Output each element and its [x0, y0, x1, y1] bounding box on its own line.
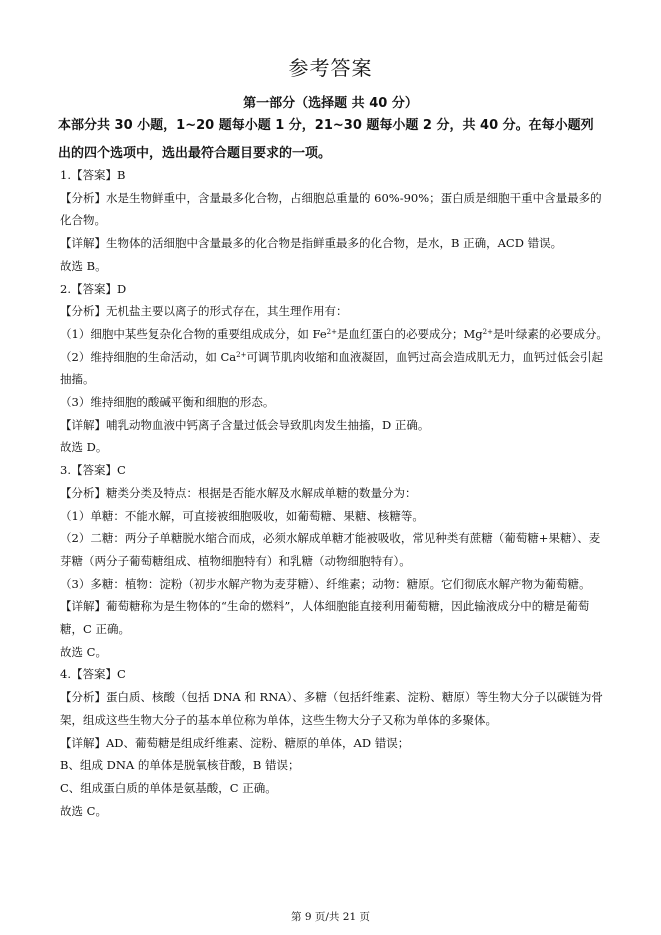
q4-detail: 【详解】AD、葡萄糖是组成纤维素、淀粉、糖原的单体，AD 错误； [60, 735, 410, 750]
q4-analysis: 【分析】蛋白质、核酸（包括 DNA 和 RNA）、多糖（包括纤维素、淀粉、糖原）等生物大分子以碳链为骨架，组成这些生物大分子的基本单位称为单体，这些生物大分子又称为单体的多聚体。 [60, 690, 603, 727]
q4-option-c: C、组成蛋白质的单体是氨基酸，C 正确。 [60, 780, 277, 795]
page-title: 参考答案 [288, 56, 373, 80]
q2-conclusion: 故选 D。 [60, 440, 108, 455]
q2-point-1-text-b: 是血红蛋白的必要成分；Mg [336, 326, 483, 341]
fe-ion-charge: 2+ [326, 327, 337, 336]
section-heading: 第一部分（选择题 共 40 分） [243, 96, 418, 111]
q4-conclusion: 故选 C。 [60, 803, 107, 818]
q2-detail: 【详解】哺乳动物血液中钙离子含量过低会导致肌肉发生抽搐，D 正确。 [60, 417, 430, 432]
q3-point-3: （3）多糖：植物：淀粉（初步水解产物为麦芽糖）、纤维素；动物：糖原。它们彻底水解产物为葡萄糖。 [60, 576, 591, 591]
q2-point-1-text-a: （1）细胞中某些复杂化合物的重要组成成分，如 Fe [60, 326, 327, 341]
q1-analysis: 【分析】水是生物鲜重中，含量最多化合物，占细胞总重量的 60%-90%；蛋白质是细胞干重中含量最多的化合物。 [60, 190, 602, 228]
q1-detail: 【详解】生物体的活细胞中含量最多的化合物是指鲜重最多的化合物，是水，B 正确，ACD 错误。 [60, 236, 563, 251]
q1-conclusion: 故选 B。 [60, 258, 107, 273]
q2-point-2-text-b: 可调节肌肉收缩和血液凝固，血钙过高会造成肌无力，血钙过低会引起抽搐。 [60, 349, 603, 387]
q3-conclusion: 故选 C。 [60, 644, 107, 659]
q1-answer: 1.【答案】B [60, 168, 126, 182]
q3-analysis: 【分析】糖类分类及特点：根据是否能水解及水解成单糖的数量分为： [60, 485, 417, 500]
q3-answer: 3.【答案】C [60, 463, 126, 478]
q4-answer: 4.【答案】C [60, 667, 126, 682]
q2-point-2-text-a: （2）维持细胞的生命活动，如 Ca [60, 349, 237, 364]
q2-point-2 [60, 346, 608, 391]
page-number: 第 9 页/共 21 页 [291, 911, 370, 923]
mg-ion-charge: 2+ [482, 327, 493, 336]
ca-ion-charge: 2+ [236, 350, 247, 359]
q2-answer: 2.【答案】D [60, 281, 127, 296]
q2-point-1-text-c: 是叶绿素的必要成分。 [492, 326, 608, 341]
q3-detail: 【详解】葡萄糖称为是生物体的“生命的燃料”，人体细胞能直接利用葡萄糖，因此输液成分中的糖是葡萄糖，C 正确。 [60, 599, 590, 637]
answer-content [60, 164, 608, 822]
q3-point-2: （2）二糖：两分子单糖脱水缩合而成，必须水解成单糖才能被吸收，常见种类有蔗糖（葡萄糖+果糖）、麦芽糖（两分子葡萄糖组成、植物细胞特有）和乳糖（动物细胞特有）。 [60, 531, 601, 568]
section-instructions: 本部分共 30 小题，1~20 题每小题 1 分，21~30 题每小题 2 分，共 40 分。在每小题列出的四个选项中，选出最符合题目要求的一项。 [58, 118, 594, 161]
q2-point-1 [60, 323, 608, 346]
q3-point-1: （1）单糖：不能水解，可直接被细胞吸收，如葡萄糖、果糖、核糖等。 [60, 508, 424, 523]
q4-option-b: B、组成 DNA 的单体是脱氧核苷酸，B 错误； [60, 758, 300, 773]
q2-analysis: 【分析】无机盐主要以离子的形式存在，其生理作用有： [60, 304, 348, 319]
q2-point-3: （3）维持细胞的酸碱平衡和细胞的形态。 [60, 395, 275, 410]
